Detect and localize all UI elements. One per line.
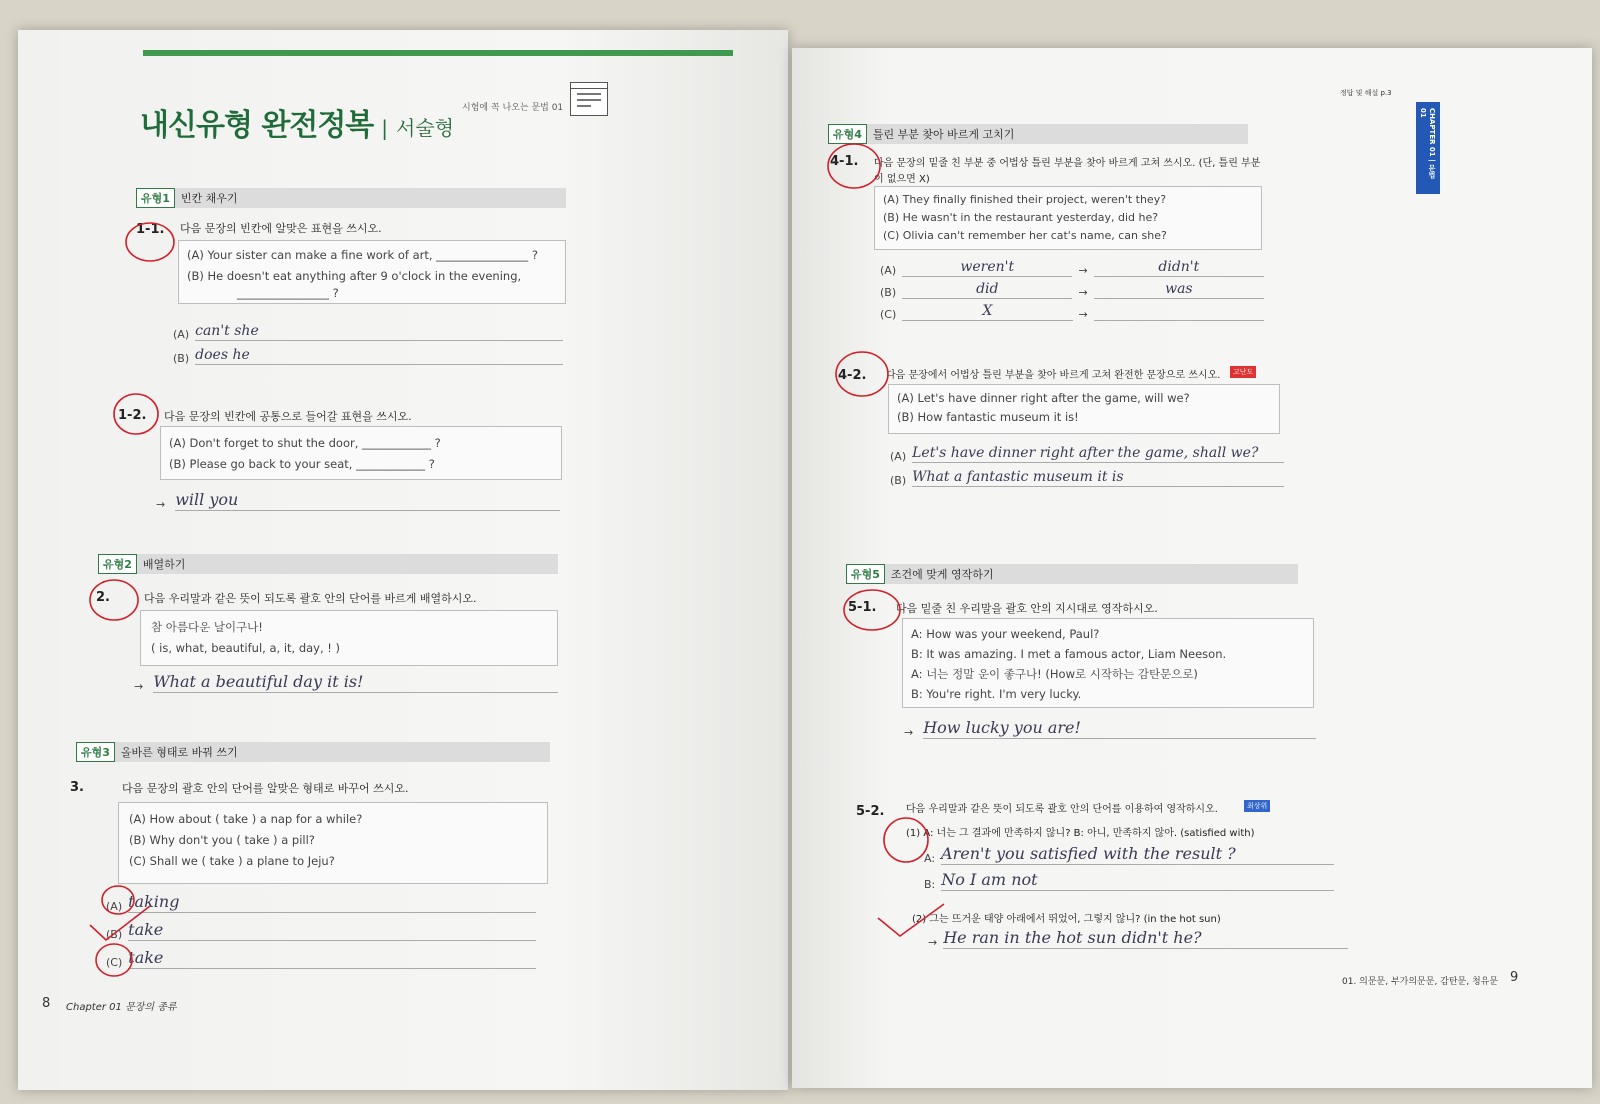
answer-label: (B) — [880, 286, 897, 299]
answer-label: (A) — [173, 328, 190, 341]
q5-2-sub2-text: (2) 그는 뜨거운 태양 아래에서 뛰었어, 그렇지 않니? (in the hot sun) — [912, 914, 1221, 925]
q2-text: 다음 우리말과 같은 뜻이 되도록 괄호 안의 단어를 바르게 배열하시오. — [144, 592, 477, 605]
q1-1-line: (B) He doesn't eat anything after 9 o'clock in the evening, — [187, 269, 522, 283]
answer-line[interactable] — [128, 948, 536, 969]
q1-1-answer-b — [173, 344, 563, 365]
q4-2-line: (B) How fantastic museum it is! — [897, 410, 1079, 424]
q1-2-line: (B) Please go back to your seat, ____________ ? — [169, 457, 435, 471]
q4-2-text: 다음 문장에서 어법상 틀린 부분을 찾아 바르게 고쳐 완전한 문장으로 쓰시오. — [886, 370, 1221, 381]
answer-label: (A) — [880, 264, 897, 277]
handwritten-answer: X — [982, 303, 993, 319]
handwritten-answer: was — [1165, 281, 1193, 297]
type5-header — [846, 564, 1298, 584]
q5-2-sub2-answer — [928, 928, 1348, 949]
answer-label: (A) — [106, 900, 123, 913]
footer-section: 01. 의문문, 부가의문문, 감탄문, 청유문 — [1342, 977, 1499, 987]
answer-label: (A) — [890, 450, 907, 463]
answer-line[interactable] — [153, 672, 558, 693]
q5-1-box — [902, 618, 1314, 708]
q1-1-line: ________________ ? — [237, 286, 339, 300]
arrow-mark: → — [1078, 308, 1088, 321]
q5-2-text: 다음 우리말과 같은 뜻이 되도록 괄호 안의 단어를 이용하여 영작하시오. — [906, 804, 1218, 815]
q4-1-box — [874, 186, 1262, 250]
type3-badge: 유형3 — [76, 742, 115, 762]
q4-2-number: 4-2. — [838, 368, 867, 383]
answer-line[interactable] — [1094, 256, 1264, 277]
answer-line[interactable] — [128, 892, 536, 913]
q4-2-answer-a — [890, 442, 1284, 463]
q3-line: (A) How about ( take ) a nap for a while? — [129, 812, 363, 826]
q1-1-line: (A) Your sister can make a fine work of art, ________________ ? — [187, 248, 538, 262]
q4-1-line: (B) He wasn't in the restaurant yesterday, did he? — [883, 211, 1159, 224]
type3-title: 올바른 형태로 바꿔 쓰기 — [120, 746, 238, 759]
handwritten-answer: weren't — [960, 259, 1015, 275]
q1-2-line: (A) Don't forget to shut the door, ____________ ? — [169, 436, 441, 450]
q5-1-number: 5-1. — [848, 600, 877, 615]
q2-box — [140, 610, 558, 666]
title-sub: 서술형 — [396, 116, 455, 140]
answer-line[interactable] — [902, 300, 1072, 321]
handwritten-answer: No I am not — [941, 870, 1038, 889]
handwritten-answer: What a beautiful day it is! — [153, 672, 364, 691]
q5-1-line: B: It was amazing. I met a famous actor, Liam Neeson. — [911, 647, 1227, 661]
answer-line[interactable] — [941, 844, 1334, 865]
title-main: 내신유형 완전정복 — [140, 108, 374, 143]
q4-1-answer-b — [880, 278, 1264, 299]
q2-line: ( is, what, beautiful, a, it, day, ! ) — [151, 641, 341, 655]
handwritten-answer: How lucky you are! — [923, 718, 1081, 737]
q4-2-box — [888, 384, 1280, 434]
q3-answer-c — [106, 948, 536, 969]
title-divider: | — [381, 116, 389, 140]
q4-1-answer-a — [880, 256, 1264, 277]
q5-2-sub1-text: (1) A: 너는 그 결과에 만족하지 않니? B: 아니, 만족하지 않아. (satisfied with) — [906, 828, 1255, 839]
q1-2-box — [160, 426, 562, 480]
q4-1-number: 4-1. — [830, 154, 859, 169]
answer-line[interactable] — [1094, 300, 1264, 321]
type4-header — [828, 124, 1248, 144]
q4-1-answer-c — [880, 300, 1264, 321]
answer-line[interactable] — [912, 442, 1284, 463]
q4-1-text: 다음 문장의 밑줄 친 부분 중 어법상 틀린 부분을 찾아 바르게 고쳐 쓰시오. (단, 틀린 부분 — [874, 158, 1261, 169]
handwritten-answer: does he — [195, 347, 250, 363]
footer-chapter: Chapter 01 문장의 종류 — [66, 1002, 177, 1013]
q1-1-answer-a — [173, 320, 563, 341]
q1-2-text: 다음 문장의 빈칸에 공통으로 들어갈 표현을 쓰시오. — [164, 410, 412, 423]
handwritten-answer: didn't — [1158, 259, 1200, 275]
q5-2-sub1-answer-b — [924, 870, 1334, 891]
answer-line[interactable] — [128, 920, 536, 941]
type1-title: 빈칸 채우기 — [180, 192, 238, 205]
q5-1-answer — [904, 718, 1316, 739]
answer-label: B: — [924, 878, 936, 891]
answer-line[interactable] — [195, 320, 563, 341]
q5-2-sub1-answer-a — [924, 844, 1334, 865]
answer-page-tag: 정답 및 해설 p.3 — [1340, 89, 1392, 97]
difficulty-tag: 최상위 — [1244, 800, 1270, 812]
answer-label: (C) — [106, 956, 123, 969]
q5-1-line: B: You're right. I'm very lucky. — [911, 687, 1082, 701]
q4-1-line: (A) They finally finished their project, weren't they? — [883, 193, 1167, 206]
answer-line[interactable] — [902, 278, 1072, 299]
arrow-mark: → — [1078, 286, 1088, 299]
answer-line[interactable] — [941, 870, 1334, 891]
right-page — [792, 48, 1592, 1088]
left-page — [18, 30, 788, 1090]
q4-1-line: (C) Olivia can't remember her cat's name, can she? — [883, 229, 1167, 242]
q1-2-number: 1-2. — [118, 408, 147, 423]
q2-line: 참 아름다운 날이구나! — [151, 620, 263, 634]
type2-title: 배열하기 — [142, 558, 186, 571]
arrow-mark: → — [928, 936, 938, 949]
handwritten-answer: Aren't you satisfied with the result ? — [941, 844, 1236, 863]
handwritten-answer: will you — [175, 490, 239, 509]
type4-badge: 유형4 — [828, 124, 867, 144]
q1-2-answer — [156, 490, 560, 511]
type2-badge: 유형2 — [98, 554, 137, 574]
arrow-mark: → — [904, 726, 914, 739]
answer-label: A: — [924, 852, 936, 865]
notepad-pencil-icon — [570, 82, 608, 116]
answer-label: (B) — [106, 928, 123, 941]
handwritten-answer: did — [976, 281, 999, 297]
q5-1-line: A: How was your weekend, Paul? — [911, 627, 1100, 641]
answer-line[interactable] — [902, 256, 1072, 277]
handwritten-answer: What a fantastic museum it is — [912, 469, 1124, 485]
page-title — [140, 100, 563, 144]
arrow-mark: → — [134, 680, 144, 693]
type5-title: 조건에 맞게 영작하기 — [890, 568, 994, 581]
type1-header — [136, 188, 566, 208]
q2-number: 2. — [96, 590, 110, 605]
q3-number: 3. — [70, 780, 84, 795]
q3-answer-b — [106, 920, 536, 941]
type2-header — [98, 554, 558, 574]
handwritten-answer: taking — [128, 892, 180, 911]
q3-box — [118, 802, 548, 884]
handwritten-answer: can't she — [195, 323, 259, 339]
q3-answer-a — [106, 892, 536, 913]
answer-label: (B) — [173, 352, 190, 365]
q3-line: (C) Shall we ( take ) a plane to Jeju? — [129, 854, 335, 868]
answer-line[interactable] — [912, 466, 1284, 487]
q5-2-number: 5-2. — [856, 804, 885, 819]
handwritten-answer: take — [128, 920, 164, 939]
q2-answer — [134, 672, 558, 693]
chapter-tab[interactable]: CHAPTER 01 | 문법 01 — [1416, 102, 1440, 194]
type1-badge: 유형1 — [136, 188, 175, 208]
type3-header — [76, 742, 550, 762]
q3-line: (B) Why don't you ( take ) a pill? — [129, 833, 315, 847]
q4-1-text2: 이 없으면 X) — [874, 174, 930, 185]
handwritten-answer: take — [128, 948, 164, 967]
type4-title: 틀린 부분 찾아 바르게 고치기 — [872, 128, 1015, 141]
q4-2-line: (A) Let's have dinner right after the game, will we? — [897, 391, 1190, 405]
answer-line[interactable] — [943, 928, 1348, 949]
title-tag: 시험에 꼭 나오는 문법 01 — [462, 103, 564, 113]
title-top-bar — [143, 50, 733, 56]
q5-1-line: A: 너는 정말 운이 좋구나! (How로 시작하는 감탄문으로) — [911, 667, 1198, 681]
q1-1-text: 다음 문장의 빈칸에 알맞은 표현을 쓰시오. — [180, 222, 382, 235]
q5-1-text: 다음 밑줄 친 우리말을 괄호 안의 지시대로 영작하시오. — [896, 602, 1158, 615]
footer-page-number: 9 — [1510, 970, 1519, 985]
answer-label: (B) — [890, 474, 907, 487]
footer-page-number: 8 — [42, 996, 51, 1011]
q1-1-box — [178, 240, 566, 304]
q4-2-answer-b — [890, 466, 1284, 487]
handwritten-answer: Let's have dinner right after the game, shall we? — [912, 445, 1259, 461]
answer-label: (C) — [880, 308, 897, 321]
type5-badge: 유형5 — [846, 564, 885, 584]
handwritten-answer: He ran in the hot sun didn't he? — [943, 928, 1202, 947]
arrow-mark: → — [1078, 264, 1088, 277]
answer-line[interactable] — [923, 718, 1316, 739]
answer-line[interactable] — [1094, 278, 1264, 299]
q1-1-number: 1-1. — [136, 222, 165, 237]
difficulty-tag: 고난도 — [1230, 366, 1256, 378]
answer-line[interactable] — [195, 344, 563, 365]
arrow-mark: → — [156, 498, 166, 511]
answer-line[interactable] — [175, 490, 560, 511]
q3-text: 다음 문장의 괄호 안의 단어를 알맞은 형태로 바꾸어 쓰시오. — [122, 782, 409, 795]
